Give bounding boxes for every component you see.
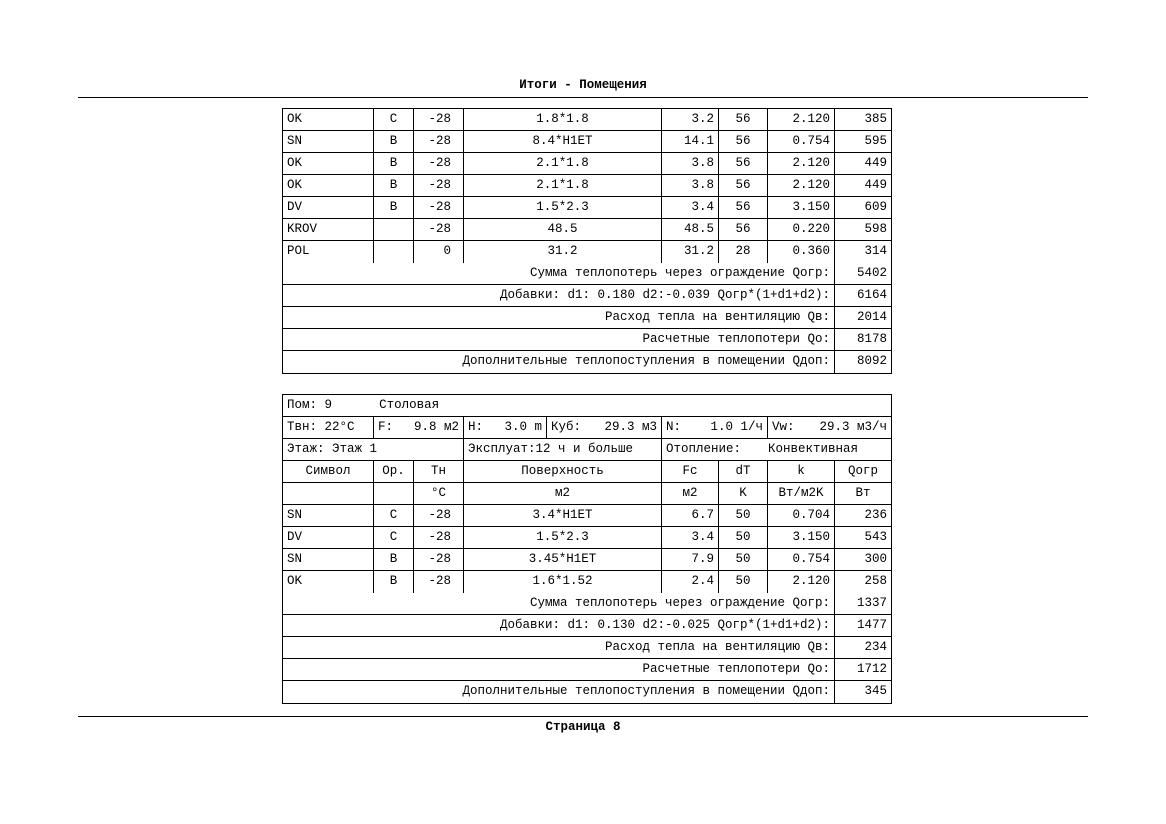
total-value: 345: [864, 684, 887, 698]
symbol-cell: DV: [283, 197, 374, 218]
symbol-cell: OK: [283, 571, 374, 593]
area-value: 9.8 м2: [413, 420, 459, 434]
total-row: [283, 593, 891, 615]
table-row: [283, 197, 891, 219]
column-header-surface: Поверхность: [464, 461, 662, 482]
table-row: [283, 175, 891, 197]
heat-loss-cell: 598: [864, 222, 887, 236]
total-label: Добавки: d1: 0.180 d2:-0.039 Qогр*(1+d1+d2):: [283, 285, 835, 306]
total-row: [283, 681, 891, 703]
k-coef-cell: 0.220: [768, 219, 835, 240]
room-heat-loss-table: [282, 394, 892, 704]
orientation-cell: C: [374, 527, 414, 548]
heat-loss-cell: 385: [864, 112, 887, 126]
total-label: Дополнительные теплопоступления в помещении Qдоп:: [283, 681, 835, 703]
delta-t-cell: 50: [719, 549, 768, 570]
k-coef-cell: 2.120: [768, 153, 835, 174]
column-header-area-fc: Fc: [662, 461, 719, 482]
exploitation-cell: [464, 439, 662, 460]
outdoor-temp-cell: -28: [414, 197, 464, 218]
heat-loss-cell: 300: [864, 552, 887, 566]
column-header-delta-t: dT: [719, 461, 768, 482]
table-row: [283, 219, 891, 241]
floor-cell: [283, 439, 464, 460]
table-row: [283, 505, 891, 527]
delta-t-cell: 56: [719, 197, 768, 218]
total-label: Дополнительные теплопоступления в помещении Qдоп:: [283, 351, 835, 373]
outdoor-temp-cell: -28: [414, 219, 464, 240]
surface-cell: 1.5*2.3: [464, 197, 662, 218]
tvn-cell: [283, 417, 374, 438]
page-title: Итоги - Помещения: [519, 78, 647, 92]
air-exchange-cell: [662, 417, 768, 438]
surface-cell: 1.8*1.8: [464, 109, 662, 130]
total-row: [283, 637, 891, 659]
orientation-cell: [374, 219, 414, 240]
floor-label: Этаж:: [287, 442, 325, 456]
unit-outdoor-temp: °C: [414, 483, 464, 504]
area-fc-cell: 14.1: [662, 131, 719, 152]
column-header-symbol: Символ: [283, 461, 374, 482]
exploitation-value: 12 ч и больше: [535, 442, 634, 456]
ventilation-cell: [768, 417, 891, 438]
area-fc-cell: 2.4: [662, 571, 719, 593]
column-header-outdoor-temp: Тн: [414, 461, 464, 482]
table-row: [283, 109, 891, 131]
total-row: [283, 659, 891, 681]
symbol-cell: SN: [283, 131, 374, 152]
floor-value: Этаж 1: [332, 442, 378, 456]
table-row: [283, 571, 891, 593]
outdoor-temp-cell: -28: [414, 175, 464, 196]
units-row: [283, 483, 891, 505]
symbol-cell: OK: [283, 109, 374, 130]
page-number: Страница 8: [545, 720, 621, 734]
table-row: [283, 549, 891, 571]
heating-cell: [662, 439, 891, 460]
heat-loss-cell: 543: [864, 530, 887, 544]
total-value: 8178: [856, 332, 887, 346]
total-row: [283, 263, 891, 285]
surface-cell: 2.1*1.8: [464, 153, 662, 174]
outdoor-temp-cell: -28: [414, 571, 464, 593]
total-label: Расчетные теплопотери Qo:: [283, 329, 835, 350]
total-label: Расход тепла на вентиляцию Qв:: [283, 307, 835, 328]
unit-delta-t: K: [719, 483, 768, 504]
area-fc-cell: 6.7: [662, 505, 719, 526]
column-header-row: [283, 461, 891, 483]
room-params-row: [283, 417, 891, 439]
delta-t-cell: 56: [719, 153, 768, 174]
orientation-cell: C: [374, 505, 414, 526]
k-coef-cell: 3.150: [768, 527, 835, 548]
symbol-cell: POL: [283, 241, 374, 263]
heat-loss-cell: 258: [864, 574, 887, 588]
orientation-cell: B: [374, 571, 414, 593]
heat-loss-cell: 449: [864, 178, 887, 192]
k-coef-cell: 2.120: [768, 571, 835, 593]
ventilation-value: 29.3 м3/ч: [819, 420, 887, 434]
delta-t-cell: 56: [719, 219, 768, 240]
column-header-orientation: Ор.: [374, 461, 414, 482]
delta-t-cell: 50: [719, 505, 768, 526]
surface-cell: 3.4*H1ET: [464, 505, 662, 526]
delta-t-cell: 50: [719, 527, 768, 548]
orientation-cell: B: [374, 175, 414, 196]
volume-value: 29.3 м3: [604, 420, 657, 434]
total-label: Сумма теплопотерь через ограждение Qогр:: [283, 593, 835, 614]
table-row: [283, 153, 891, 175]
outdoor-temp-cell: -28: [414, 109, 464, 130]
table-row: [283, 241, 891, 263]
symbol-cell: OK: [283, 153, 374, 174]
heat-loss-cell: 609: [864, 200, 887, 214]
tvn-value: 22°C: [324, 420, 355, 434]
volume-cell: [547, 417, 662, 438]
area-fc-cell: 3.4: [662, 197, 719, 218]
total-label: Сумма теплопотерь через ограждение Qогр:: [283, 263, 835, 284]
unit-k-coef: Вт/м2K: [768, 483, 835, 504]
table-row: [283, 527, 891, 549]
outdoor-temp-cell: -28: [414, 527, 464, 548]
footer-divider: [78, 716, 1088, 717]
total-value: 234: [864, 640, 887, 654]
k-coef-cell: 0.704: [768, 505, 835, 526]
surface-cell: 48.5: [464, 219, 662, 240]
area-fc-cell: 3.8: [662, 175, 719, 196]
surface-cell: 8.4*H1ET: [464, 131, 662, 152]
total-row: [283, 351, 891, 373]
area-cell: [374, 417, 464, 438]
room-info-row: [283, 439, 891, 461]
total-row: [283, 615, 891, 637]
k-coef-cell: 2.120: [768, 175, 835, 196]
heat-loss-cell: 449: [864, 156, 887, 170]
air-exchange-value: 1.0 1/ч: [710, 420, 763, 434]
exploitation-label: Эксплуат:: [468, 442, 536, 456]
heat-loss-cell: 236: [864, 508, 887, 522]
orientation-cell: B: [374, 153, 414, 174]
room-title-row: [283, 395, 891, 417]
outdoor-temp-cell: -28: [414, 153, 464, 174]
outdoor-temp-cell: -28: [414, 505, 464, 526]
delta-t-cell: 56: [719, 175, 768, 196]
symbol-cell: SN: [283, 549, 374, 570]
total-value: 8092: [856, 354, 887, 368]
total-row: [283, 307, 891, 329]
area-fc-cell: 3.2: [662, 109, 719, 130]
area-fc-cell: 3.8: [662, 153, 719, 174]
total-value: 5402: [856, 266, 887, 280]
k-coef-cell: 2.120: [768, 109, 835, 130]
total-value: 2014: [856, 310, 887, 324]
delta-t-cell: 56: [719, 109, 768, 130]
outdoor-temp-cell: -28: [414, 131, 464, 152]
height-label: H:: [468, 420, 484, 434]
room-heat-loss-table-continued: [282, 108, 892, 374]
k-coef-cell: 3.150: [768, 197, 835, 218]
unit-symbol: [283, 483, 374, 504]
surface-cell: 1.6*1.52: [464, 571, 662, 593]
table-row: [283, 131, 891, 153]
orientation-cell: B: [374, 197, 414, 218]
heat-loss-cell: 314: [864, 244, 887, 258]
area-fc-cell: 48.5: [662, 219, 719, 240]
tvn-label: Твн:: [287, 420, 318, 434]
air-exchange-label: N:: [666, 420, 682, 434]
symbol-cell: DV: [283, 527, 374, 548]
heating-value: Конвективная: [768, 442, 859, 456]
area-label: F:: [378, 420, 394, 434]
surface-cell: 1.5*2.3: [464, 527, 662, 548]
room-name: Столовая: [379, 398, 440, 412]
total-label: Добавки: d1: 0.130 d2:-0.025 Qогр*(1+d1+d2):: [283, 615, 835, 636]
unit-surface: м2: [464, 483, 662, 504]
area-fc-cell: 7.9: [662, 549, 719, 570]
area-fc-cell: 31.2: [662, 241, 719, 263]
total-label: Расход тепла на вентиляцию Qв:: [283, 637, 835, 658]
surface-cell: 3.45*H1ET: [464, 549, 662, 570]
orientation-cell: [374, 241, 414, 263]
height-value: 3.0 m: [504, 420, 542, 434]
heating-label: Отопление:: [666, 442, 742, 456]
unit-orientation: [374, 483, 414, 504]
orientation-cell: B: [374, 549, 414, 570]
total-value: 6164: [856, 288, 887, 302]
room-label: Пом:: [287, 398, 318, 412]
delta-t-cell: 28: [719, 241, 768, 263]
ventilation-label: Vw:: [772, 420, 795, 434]
total-value: 1712: [856, 662, 887, 676]
total-value: 1337: [856, 596, 887, 610]
surface-cell: 31.2: [464, 241, 662, 263]
volume-label: Куб:: [551, 420, 582, 434]
outdoor-temp-cell: -28: [414, 549, 464, 570]
column-header-heat-loss: Qогр: [847, 464, 878, 478]
delta-t-cell: 50: [719, 571, 768, 593]
heat-loss-cell: 595: [864, 134, 887, 148]
total-label: Расчетные теплопотери Qo:: [283, 659, 835, 680]
delta-t-cell: 56: [719, 131, 768, 152]
total-row: [283, 285, 891, 307]
room-number: 9: [324, 398, 333, 412]
orientation-cell: B: [374, 131, 414, 152]
surface-cell: 2.1*1.8: [464, 175, 662, 196]
height-cell: [464, 417, 547, 438]
symbol-cell: KROV: [283, 219, 374, 240]
orientation-cell: C: [374, 109, 414, 130]
column-header-k-coef: k: [768, 461, 835, 482]
symbol-cell: SN: [283, 505, 374, 526]
k-coef-cell: 0.754: [768, 549, 835, 570]
total-row: [283, 329, 891, 351]
symbol-cell: OK: [283, 175, 374, 196]
outdoor-temp-cell: 0: [414, 241, 464, 263]
area-fc-cell: 3.4: [662, 527, 719, 548]
unit-heat-loss: Вт: [855, 486, 871, 500]
total-value: 1477: [856, 618, 887, 632]
header-divider: [78, 97, 1088, 98]
k-coef-cell: 0.360: [768, 241, 835, 263]
k-coef-cell: 0.754: [768, 131, 835, 152]
unit-area-fc: м2: [662, 483, 719, 504]
